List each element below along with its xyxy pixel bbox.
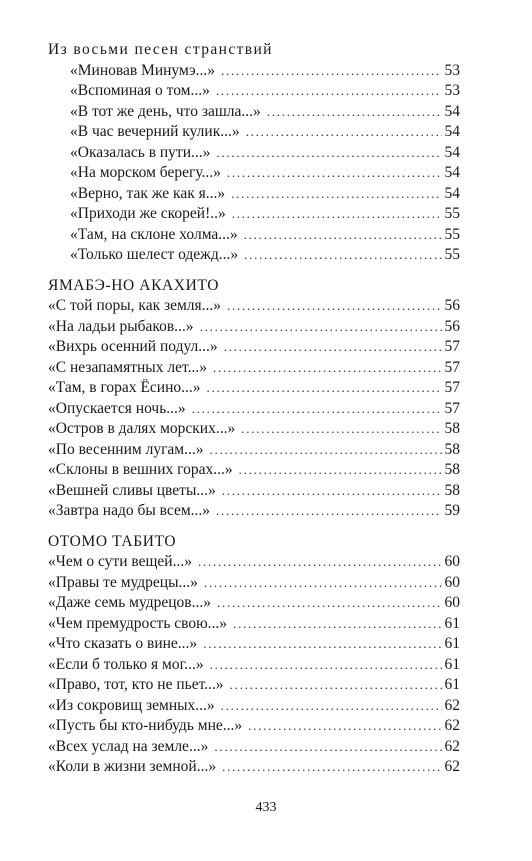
toc-entry-page: 60 (444, 553, 460, 570)
toc-entry[interactable] (48, 419, 460, 440)
toc-entry-page: 60 (444, 594, 460, 611)
toc-entry[interactable] (48, 184, 460, 205)
toc-entry-page: 60 (444, 573, 460, 591)
toc-entry[interactable] (48, 757, 460, 778)
toc-entry[interactable] (48, 122, 460, 143)
dot-leader (230, 675, 442, 696)
toc-entry-page: 57 (444, 338, 460, 355)
toc-entry-title: «Чем о сути вещей...» (48, 553, 192, 570)
toc-entry[interactable] (48, 81, 460, 102)
toc-entry-page: 54 (444, 184, 460, 202)
toc-entry-title: «По весенним лугам...» (48, 440, 204, 458)
toc-entry-page: 62 (444, 758, 460, 775)
toc-entry-title: «Миновав Минумэ...» (70, 61, 216, 79)
toc-entry[interactable] (48, 440, 460, 461)
dot-leader (246, 122, 442, 143)
toc-entry-page: 58 (444, 440, 460, 458)
toc-entry-title: «Приходи же скорей!..» (70, 205, 226, 222)
dot-leader (204, 573, 442, 594)
toc-entry-page: 56 (444, 297, 460, 314)
toc-entry-title: «Вспоминая о том...» (70, 82, 210, 99)
toc-entry-page: 55 (444, 246, 460, 263)
toc-entry-title: «Только шелест одежд...» (70, 246, 239, 263)
toc-entry-title: «Право, тот, кто не пьет...» (48, 676, 224, 693)
dot-leader (244, 225, 442, 246)
toc-entry[interactable] (48, 378, 460, 399)
toc-entry-page: 55 (444, 225, 460, 243)
dot-leader (233, 614, 441, 635)
toc-entry-title: «Там, в горах Ёсино...» (48, 379, 201, 396)
toc-entry-page: 61 (444, 655, 460, 673)
table-of-contents (48, 40, 460, 778)
toc-entry-page: 61 (444, 676, 460, 693)
toc-entry-page: 53 (444, 61, 460, 79)
toc-entry-title: «Верно, так же как я...» (70, 184, 226, 202)
dot-leader (232, 204, 442, 225)
toc-entry[interactable] (48, 614, 460, 635)
dot-leader (198, 552, 442, 573)
section-heading: Из восьми песен странствий (48, 41, 273, 58)
dot-leader (248, 716, 441, 737)
dot-leader (227, 163, 442, 184)
dot-leader (239, 460, 442, 481)
toc-entry-title: «Если б только я мог...» (48, 655, 204, 673)
toc-entry-title: «На морском берегу...» (70, 164, 221, 181)
section-heading: ЯМАБЭ-НО АКАХИТО (48, 276, 220, 294)
toc-entry[interactable] (48, 296, 460, 317)
toc-entry-title: «В час вечерний кулик...» (70, 123, 240, 140)
toc-entry-title: «Что сказать о вине...» (48, 635, 198, 652)
toc-entry-title: «В тот же день, что зашла...» (70, 102, 261, 120)
section-heading: ОТОМО ТАБИТО (48, 532, 177, 550)
dot-leader (231, 184, 441, 205)
dot-leader (267, 102, 442, 123)
dot-leader (192, 399, 442, 420)
dot-leader (200, 317, 442, 338)
toc-entry[interactable] (48, 163, 460, 184)
toc-entry[interactable] (48, 737, 460, 758)
dot-leader (207, 378, 442, 399)
toc-entry[interactable] (48, 225, 460, 246)
toc-entry-page: 55 (444, 205, 460, 222)
toc-entry[interactable] (48, 317, 460, 338)
toc-entry[interactable] (48, 481, 460, 502)
toc-entry-title: «Всех услад на земле...» (48, 737, 209, 755)
dot-leader (222, 757, 441, 778)
toc-entry[interactable] (48, 696, 460, 717)
toc-entry[interactable] (48, 358, 460, 379)
dot-leader (213, 358, 442, 379)
toc-entry-page: 61 (444, 614, 460, 632)
toc-entry-title: «На ладьи рыбаков...» (48, 317, 194, 335)
toc-entry-page: 58 (444, 461, 460, 478)
dot-leader (227, 296, 441, 317)
toc-entry-title: «Коли в жизни земной...» (48, 758, 217, 775)
toc-entry[interactable] (48, 143, 460, 164)
dot-leader (241, 419, 441, 440)
toc-entry-title: «Из сокровищ земных...» (48, 696, 215, 714)
dot-leader (222, 481, 442, 502)
toc-entry[interactable] (48, 501, 460, 522)
toc-entry-page: 56 (444, 317, 460, 335)
toc-entry-page: 54 (444, 143, 460, 161)
dot-leader (216, 501, 441, 522)
toc-entry[interactable] (48, 716, 460, 737)
toc-entry[interactable] (48, 573, 460, 594)
toc-entry-page: 59 (444, 502, 460, 519)
toc-entry[interactable] (48, 460, 460, 481)
toc-entry[interactable] (48, 337, 460, 358)
toc-entry-page: 54 (444, 164, 460, 181)
dot-leader (216, 81, 442, 102)
toc-entry-title: «Пусть бы кто-нибудь мне...» (48, 717, 243, 734)
toc-entry-page: 54 (444, 102, 460, 120)
toc-entry[interactable] (48, 655, 460, 676)
toc-entry-title: «Вешней сливы цветы...» (48, 481, 216, 499)
toc-entry[interactable] (48, 204, 460, 225)
toc-entry[interactable] (48, 399, 460, 420)
section-divider (48, 266, 460, 276)
toc-entry-page: 62 (444, 717, 460, 734)
toc-entry-page: 61 (444, 635, 460, 652)
dot-leader (221, 61, 441, 82)
dot-leader (216, 143, 441, 164)
toc-entry-title: «С незапамятных лет...» (48, 358, 207, 376)
dot-leader (214, 737, 441, 758)
toc-entry-title: «Оказалась в пути...» (70, 143, 211, 161)
section-divider (48, 522, 460, 532)
toc-entry-page: 58 (444, 481, 460, 499)
toc-entry[interactable] (48, 675, 460, 696)
dot-leader (209, 440, 441, 461)
dot-leader (224, 337, 442, 358)
toc-entry-page: 57 (444, 379, 460, 396)
toc-entry-page: 57 (444, 358, 460, 376)
toc-entry[interactable] (48, 593, 460, 614)
toc-entry[interactable] (48, 102, 460, 123)
toc-entry[interactable] (48, 61, 460, 82)
toc-entry-page: 57 (444, 399, 460, 417)
toc-entry[interactable] (48, 245, 460, 266)
toc-entry-title: «Склоны в вешних горах...» (48, 461, 233, 478)
toc-entry-title: «Там, на склоне холма...» (70, 225, 238, 243)
toc-entry-page: 53 (444, 82, 460, 99)
dot-leader (217, 593, 442, 614)
toc-entry[interactable] (48, 634, 460, 655)
toc-entry[interactable] (48, 552, 460, 573)
toc-entry-title: «Вихрь осенний подул...» (48, 338, 218, 355)
toc-entry-title: «Остров в далях морских...» (48, 420, 236, 437)
toc-entry-page: 54 (444, 123, 460, 140)
toc-entry-title: «Завтра надо бы всем...» (48, 502, 211, 519)
toc-entry-title: «С той поры, как земля...» (48, 297, 222, 314)
toc-entry-title: «Правы те мудрецы...» (48, 573, 198, 591)
dot-leader (210, 655, 442, 676)
toc-entry-title: «Даже семь мудрецов...» (48, 594, 211, 611)
page-number: 433 (255, 800, 277, 815)
dot-leader (203, 634, 441, 655)
dot-leader (244, 245, 441, 266)
toc-entry-page: 62 (444, 737, 460, 755)
toc-entry-title: «Опускается ночь...» (48, 399, 186, 417)
toc-entry-title: «Чем премудрость свою...» (48, 614, 228, 632)
dot-leader (221, 696, 442, 717)
toc-entry-page: 58 (444, 420, 460, 437)
toc-entry-page: 62 (444, 696, 460, 714)
